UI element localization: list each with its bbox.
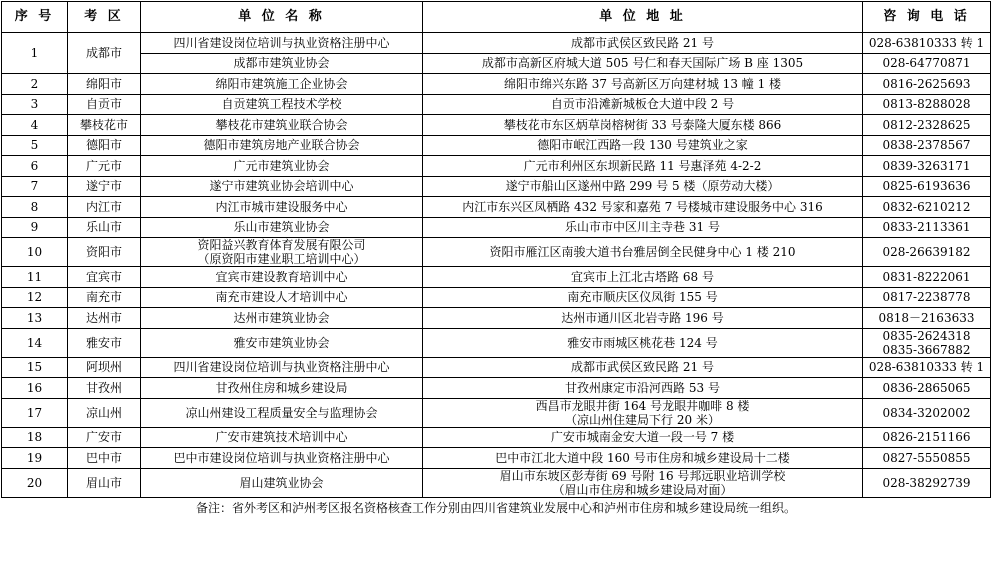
phone-cell [863,328,991,357]
area-cell: 南充市 [68,287,141,308]
area-cell: 遂宁市 [68,176,141,197]
area-cell: 广元市 [68,156,141,177]
seq-cell: 3 [2,94,68,115]
seq-cell: 16 [2,378,68,399]
area-cell: 达州市 [68,308,141,329]
unit-address-cell: 成都市武侯区致民路 21 号 [423,357,863,378]
table-row [2,238,991,267]
phone-cell: 0825-6193636 [863,176,991,197]
phone-cell: 0833-2113361 [863,217,991,238]
phone-cell: 0834-3202002 [863,398,991,427]
seq-cell: 19 [2,448,68,469]
table-row [2,308,991,329]
area-cell: 凉山州 [68,398,141,427]
phone-cell: 0832-6210212 [863,197,991,218]
unit-address-cell: 乐山市市中区川主寺巷 31 号 [423,217,863,238]
area-cell: 巴中市 [68,448,141,469]
table-row [2,176,991,197]
unit-name-cell: 广安市建筑技术培训中心 [141,427,423,448]
phone-cell: 028-38292739 [863,468,991,497]
unit-name-cell: 雅安市建筑业协会 [141,328,423,357]
seq-cell: 8 [2,197,68,218]
seq-cell: 2 [2,74,68,95]
unit-name-cell: 广元市建筑业协会 [141,156,423,177]
area-cell: 广安市 [68,427,141,448]
unit-address-cell: 广安市城南金安大道一段一号 7 楼 [423,427,863,448]
unit-name-cell: 南充市建设人才培训中心 [141,287,423,308]
unit-address-cell: 内江市东兴区凤栖路 432 号家和嘉苑 7 号楼城市建设服务中心 316 [423,197,863,218]
table-row [2,448,991,469]
note-row [2,497,991,518]
unit-address-cell: 巴中市江北大道中段 160 号市住房和城乡建设局十二楼 [423,448,863,469]
phone-cell: 0838-2378567 [863,135,991,156]
phone-cell: 0831-8222061 [863,267,991,288]
area-cell: 眉山市 [68,468,141,497]
unit-name-cell [141,238,423,267]
unit-name-cell: 攀枝花市建筑业联合协会 [141,115,423,136]
unit-address-cell [423,468,863,497]
unit-name-cell: 宜宾市建设教育培训中心 [141,267,423,288]
seq-cell: 13 [2,308,68,329]
header-seq: 序 号 [2,2,68,33]
area-cell: 成都市 [68,33,141,74]
unit-name-cell: 德阳市建筑房地产业联合协会 [141,135,423,156]
seq-cell: 20 [2,468,68,497]
phone-cell: 0812-2328625 [863,115,991,136]
unit-address-cell: 南充市顺庆区仪凤街 155 号 [423,287,863,308]
unit-name-cell: 绵阳市建筑施工企业协会 [141,74,423,95]
unit-name-cell: 眉山建筑业协会 [141,468,423,497]
phone-cell: 0817-2238778 [863,287,991,308]
area-cell: 德阳市 [68,135,141,156]
table-row [2,94,991,115]
contact-table [1,1,991,518]
phone-cell: 028-64770871 [863,53,991,74]
unit-address-cell: 绵阳市绵兴东路 37 号高新区万向建材城 13 幢 1 楼 [423,74,863,95]
unit-address-cell: 攀枝花市东区炳草岗榕树街 33 号泰隆大厦东楼 866 [423,115,863,136]
unit-address-cell: 甘孜州康定市沿河西路 53 号 [423,378,863,399]
unit-address-cell: 成都市高新区府城大道 505 号仁和春天国际广场 B 座 1305 [423,53,863,74]
seq-cell: 11 [2,267,68,288]
unit-address-cell-line: （眉山市住房和城乡建设局对面） [552,482,733,497]
unit-address-cell [423,398,863,427]
unit-address-cell: 雅安市雨城区桃花巷 124 号 [423,328,863,357]
phone-cell: 0816-2625693 [863,74,991,95]
unit-name-cell: 内江市城市建设服务中心 [141,197,423,218]
phone-cell-line: 0835-2624318 [882,328,971,343]
table-row [2,156,991,177]
seq-cell: 14 [2,328,68,357]
table-row [2,357,991,378]
table-row [2,197,991,218]
seq-cell: 18 [2,427,68,448]
seq-cell: 12 [2,287,68,308]
table-row [2,217,991,238]
unit-address-cell: 自贡市沿滩新城板仓大道中段 2 号 [423,94,863,115]
table-row [2,33,991,54]
table-body [2,33,991,498]
phone-cell: 0813-8288028 [863,94,991,115]
seq-cell: 1 [2,33,68,74]
unit-name-cell: 乐山市建筑业协会 [141,217,423,238]
unit-name-cell: 遂宁市建筑业协会培训中心 [141,176,423,197]
header-area: 考 区 [68,2,141,33]
area-cell: 资阳市 [68,238,141,267]
table-row [2,53,991,74]
phone-cell: 0839-3263171 [863,156,991,177]
table-row [2,115,991,136]
header-row [2,2,991,33]
table-row [2,74,991,95]
unit-name-cell: 达州市建筑业协会 [141,308,423,329]
table-row [2,328,991,357]
table-row [2,378,991,399]
footnote: 备注：省外考区和泸州考区报名资格核查工作分别由四川省建筑业发展中心和泸州市住房和城乡建设局统一组织。 [195,500,796,515]
phone-cell: 0827-5550855 [863,448,991,469]
phone-cell: 028-63810333 转 1 [863,357,991,378]
area-cell: 雅安市 [68,328,141,357]
unit-name-cell: 巴中市建设岗位培训与执业资格注册中心 [141,448,423,469]
unit-name-cell: 自贡建筑工程技术学校 [141,94,423,115]
unit-address-cell-line: 西昌市龙眼井街 164 号龙眼井咖啡 8 楼 [535,398,750,413]
seq-cell: 17 [2,398,68,427]
unit-address-cell: 资阳市雁江区南骏大道书台雅居倒全民健身中心 1 楼 210 [423,238,863,267]
phone-cell: 0818－2163633 [863,308,991,329]
unit-address-cell: 成都市武侯区致民路 21 号 [423,33,863,54]
header-unit-address: 单 位 地 址 [423,2,863,33]
unit-address-cell: 宜宾市上江北古塔路 68 号 [423,267,863,288]
unit-address-cell: 广元市利州区东坝新民路 11 号惠泽苑 4-2-2 [423,156,863,177]
unit-name-cell: 成都市建筑业协会 [141,53,423,74]
seq-cell: 4 [2,115,68,136]
seq-cell: 15 [2,357,68,378]
area-cell: 内江市 [68,197,141,218]
table-row [2,468,991,497]
seq-cell: 5 [2,135,68,156]
header-phone: 咨 询 电 话 [863,2,991,33]
unit-name-cell: 凉山州建设工程质量安全与监理协会 [141,398,423,427]
area-cell: 乐山市 [68,217,141,238]
unit-name-cell: 四川省建设岗位培训与执业资格注册中心 [141,33,423,54]
seq-cell: 9 [2,217,68,238]
area-cell: 阿坝州 [68,357,141,378]
seq-cell: 10 [2,238,68,267]
table-row [2,287,991,308]
unit-address-cell: 达州市通川区北岩寺路 196 号 [423,308,863,329]
area-cell: 绵阳市 [68,74,141,95]
seq-cell: 6 [2,156,68,177]
phone-cell-line: 0835-3667882 [882,342,971,357]
phone-cell: 0826-2151166 [863,427,991,448]
unit-name-cell-line: （原资阳市建业职工培训中心） [197,252,366,266]
unit-address-cell-line: （凉山州住建局下行 20 米） [565,412,720,427]
table-row [2,398,991,427]
table-row [2,135,991,156]
area-cell: 宜宾市 [68,267,141,288]
phone-cell: 028-63810333 转 1 [863,33,991,54]
unit-name-cell: 四川省建设岗位培训与执业资格注册中心 [141,357,423,378]
seq-cell: 7 [2,176,68,197]
unit-name-cell-line: 资阳益兴教育体育发展有限公司 [197,238,366,252]
table-row [2,427,991,448]
phone-cell: 0836-2865065 [863,378,991,399]
phone-cell: 028-26639182 [863,238,991,267]
unit-address-cell: 德阳市岷江西路一段 130 号建筑业之家 [423,135,863,156]
table-row [2,267,991,288]
unit-address-cell: 遂宁市船山区遂州中路 299 号 5 楼（原劳动大楼） [423,176,863,197]
area-cell: 攀枝花市 [68,115,141,136]
header-unit-name: 单 位 名 称 [141,2,423,33]
area-cell: 自贡市 [68,94,141,115]
unit-address-cell-line: 眉山市东坡区彭寿街 69 号附 16 号邦远职业培训学校 [499,468,786,483]
unit-name-cell: 甘孜州住房和城乡建设局 [141,378,423,399]
area-cell: 甘孜州 [68,378,141,399]
